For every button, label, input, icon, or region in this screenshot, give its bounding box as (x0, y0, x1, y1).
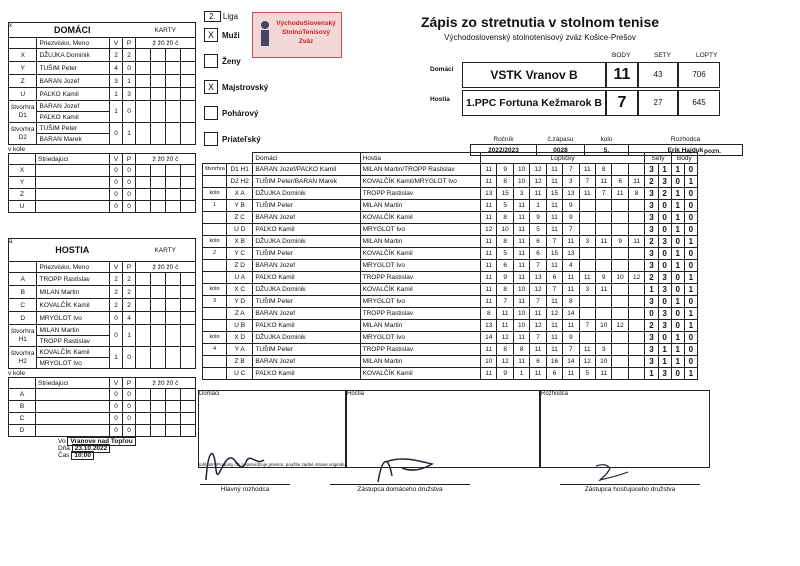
away-sety: 27 (638, 90, 678, 116)
domaci-sub-row: Y 0 0 (9, 177, 196, 189)
domaci-table: DOMÁCI KARTY Priezvisko, Meno V P ž ž0 ž0 č X DŽUJKA Dominik 2 2 Y TUŠIM Peter 4 0 Z BARAN Jozef 3 1 U PAĽKO Kamil 1 3 štvorhra D1 BARAN Jozef 1 0 PAĽKO Kamil štvorhra D2 TUŠIM Peter 0 1 BARAN Marek (8, 22, 196, 145)
page-title: Zápis zo stretnutia v stolnom tenise (420, 14, 660, 30)
hostia-title: HOSTIA (9, 239, 136, 262)
away-player: MILAN Martin (360, 356, 480, 368)
home-rep-signature (372, 448, 442, 488)
match-row: U A PAĽKO Kamil TROPP Rastislav 11 9 11 13 6 11 11 9 10 12 2 3 0 1 (203, 272, 698, 284)
notes-rozhodca: Rozhodca (540, 390, 710, 468)
home-player: TUŠIM Peter (253, 200, 360, 212)
home-player: PAĽKO Kamil (253, 368, 360, 380)
match-row: 3 Y D TUŠIM Peter MRYGLOT Ivo 11 7 11 7 11 8 3 0 1 0 (203, 296, 698, 308)
hostia-player-row: A TROPP Rastislav 2 2 (9, 273, 196, 286)
hostia-player-row: D MRYGLOT Ivo 0 4 (9, 312, 196, 325)
away-player: KOVALČÍK Kamil/MRYGLOT Ivo (360, 176, 480, 188)
page-subtitle: Východoslovenský stolnotenisový zväz Košice-Prešov (444, 33, 636, 42)
vsstz-logo: VýchodoSlovenský StolnoTenisový Zväz (252, 12, 342, 58)
domaci-sub-row: U 0 0 (9, 201, 196, 213)
league-option-ženy[interactable]: Ženy (204, 54, 268, 68)
match-row: 4 Y A TUŠIM Peter TROPP Rastislav 11 8 8 11 11 7 11 3 3 1 1 0 (203, 344, 698, 356)
match-meta: Ročník č.zápasu kolo Rozhodca 2022/2023 0028 5. Erik Hajduk (470, 134, 743, 156)
away-lopty: 645 (678, 90, 720, 116)
player-name: PAĽKO Kamil (37, 88, 110, 101)
match-row: kolo X D DŽUJKA Dominik MRYGLOT Ivo 14 12 11 7 11 9 3 0 1 0 (203, 332, 698, 344)
domaci-panel: x DOMÁCI KARTY Priezvisko, Meno V P ž ž0 ž0 č X DŽUJKA Dominik 2 2 Y TUŠIM Peter 4 0 Z BARAN Jozef 3 1 U PAĽKO Kamil 1 3 štvorhra D1 BARAN Jozef 1 0 PAĽKO Kamil štvorhra D2 TUŠIM Peter 0 1 BARAN Marek v kole Striedajúci V P ž ž0 ž0 č X 0 0 Y 0 0 Z 0 0 U 0 0 (8, 22, 196, 213)
home-player: TUŠIM Peter/BARAN Marek (253, 176, 360, 188)
away-player: KOVALČÍK Kamil (360, 248, 480, 260)
domaci-col-name: Priezvisko, Meno (37, 38, 110, 49)
checkbox-icon[interactable] (204, 106, 218, 120)
player-silhouette-icon (257, 20, 273, 50)
home-player: TUŠIM Peter (253, 344, 360, 356)
domaci-doubles-row: štvorhra D1 BARAN Jozef 1 0 (9, 101, 196, 112)
home-player: PAĽKO Kamil (253, 320, 360, 332)
home-player: BARAN Jozef (253, 356, 360, 368)
player-name: BARAN Jozef (37, 75, 110, 88)
domaci-title: DOMÁCI (9, 23, 136, 38)
match-row: štvorhra D1 H1 BARAN Jozef/PAĽKO Kamil MILAN Martin/TROPP Rastislav 11 9 10 12 11 7 11 8 3 1 1 0 (203, 164, 698, 176)
sig-referee-label: Hlavný rozhodca (200, 484, 290, 493)
round: 5. (585, 145, 629, 156)
player-name: MILAN Martin (37, 286, 110, 299)
hostia-player-row: B MILAN Martin 2 2 (9, 286, 196, 299)
venue-block: Vo Vranove nad Topľou Dňa 23.10.2022 Čas 10:00 (58, 438, 136, 459)
hostia-panel: a HOSTIA KARTY Priezvisko, Meno V P ž ž0 ž0 č A TROPP Rastislav 2 2 B MILAN Martin 2 2 C KOVALČÍK Kamil 2 2 D MRYGLOT Ivo 0 4 štvorhra H1 MILAN Martin 0 1 TROPP Rastislav štvorhra H2 KOVALČÍK Kamil 1 0 MRYGLOT Ivo v kole Striedajúci V P ž ž0 ž0 č A 0 0 B 0 0 C 0 0 D 0 0 (8, 238, 196, 437)
match-row: Z A BARAN Jozef TROPP Rastislav 8 11 10 11 12 14 0 3 0 1 (203, 308, 698, 320)
league-option-priateľský[interactable]: Priateľský (204, 132, 268, 146)
domaci-subs-table: Striedajúci V P ž ž0 ž0 č X 0 0 Y 0 0 Z 0 0 U 0 0 (8, 153, 196, 213)
match-row: Z D BARAN Jozef MRYGLOT Ivo 11 6 11 7 11 4 3 0 1 0 (203, 260, 698, 272)
hostia-doubles-row: štvorhra H1 MILAN Martin 0 1 (9, 325, 196, 336)
away-player: MILAN Martin (360, 320, 480, 332)
domaci-player-row: X DŽUJKA Dominik 2 2 (9, 49, 196, 62)
match-row: Z C BARAN Jozef KOVALČÍK Kamil 11 8 11 9 11 9 3 0 1 0 (203, 212, 698, 224)
league-option-muži[interactable]: X Muži (204, 28, 268, 42)
home-player: BARAN Jozef (253, 260, 360, 272)
domaci-player-row: U PAĽKO Kamil 1 3 (9, 88, 196, 101)
player-name: KOVALČÍK Kamil (37, 299, 110, 312)
match-number: 0028 (537, 145, 585, 156)
domaci-sub-row: Z 0 0 (9, 189, 196, 201)
away-player: TROPP Rastislav (360, 308, 480, 320)
match-row: 1 Y B TUŠIM Peter MILAN Martin 11 5 11 1 11 9 3 0 1 0 (203, 200, 698, 212)
player-name: TUŠIM Peter (37, 62, 110, 75)
away-player: MRYGLOT Ivo (360, 296, 480, 308)
league-box: 2. Liga (204, 12, 238, 21)
away-player: TROPP Rastislav (360, 188, 480, 200)
venue-place: Vranove nad Topľou (67, 437, 135, 446)
domaci-doubles-row: štvorhra D2 TUŠIM Peter 0 1 (9, 123, 196, 134)
player-name: TROPP Rastislav (37, 273, 110, 286)
checkbox-icon[interactable]: X (204, 28, 218, 42)
checkbox-icon[interactable] (204, 132, 218, 146)
venue-time: 10:00 (71, 451, 94, 460)
away-rep-signature (592, 460, 632, 484)
match-row: U C PAĽKO Kamil KOVALČÍK Kamil 11 9 1 11 6 11 5 11 1 3 0 1 (203, 368, 698, 380)
away-player: TROPP Rastislav (360, 344, 480, 356)
away-player: KOVALČÍK Kamil (360, 212, 480, 224)
hostia-sub-row: A 0 0 (9, 389, 196, 401)
player-name: DŽUJKA Dominik (37, 49, 110, 62)
match-row: kolo X B DŽUJKA Dominik MILAN Martin 11 8 11 6 7 11 3 11 9 11 2 3 0 1 (203, 236, 698, 248)
checkbox-icon[interactable] (204, 54, 218, 68)
home-player: DŽUJKA Dominik (253, 188, 360, 200)
match-row: U B PAĽKO Kamil MILAN Martin 13 11 10 12 11 11 7 10 12 2 3 0 1 (203, 320, 698, 332)
away-player: MRYGLOT Ivo (360, 260, 480, 272)
away-player: MILAN Martin (360, 200, 480, 212)
domaci-karty: KARTY (136, 23, 196, 38)
home-team-name: VSTK Vranov B (462, 62, 606, 88)
away-body: 7 (606, 90, 638, 116)
home-player: BARAN Jozef/PAĽKO Kamil (253, 164, 360, 176)
away-team-name: 1.PPC Fortuna Kežmarok B (462, 90, 606, 116)
domaci-player-row: Z BARAN Jozef 3 1 (9, 75, 196, 88)
home-player: BARAN Jozef (253, 212, 360, 224)
domaci-player-row: Y TUŠIM Peter 4 0 (9, 62, 196, 75)
referee: Erik Hajduk (629, 145, 743, 156)
hostia-table: HOSTIA KARTY Priezvisko, Meno V P ž ž0 ž0 č A TROPP Rastislav 2 2 B MILAN Martin 2 2 C KOVALČÍK Kamil 2 2 D MRYGLOT Ivo 0 4 štvorhra H1 MILAN Martin 0 1 TROPP Rastislav štvorhra H2 KOVALČÍK Kamil 1 0 MRYGLOT Ivo (8, 238, 196, 369)
sig-home-label: Zástupca domáceho družstva (330, 484, 470, 493)
away-player: MILAN Martin (360, 236, 480, 248)
home-player: DŽUJKA Dominik (253, 332, 360, 344)
match-row: kolo X A DŽUJKA Dominik TROPP Rastislav 13 15 3 11 15 13 11 7 11 8 3 2 1 0 (203, 188, 698, 200)
away-player: TROPP Rastislav (360, 272, 480, 284)
league-option-pohárový[interactable]: Pohárový (204, 106, 268, 120)
home-player: TUŠIM Peter (253, 248, 360, 260)
hostia-doubles-row: štvorhra H2 KOVALČÍK Kamil 1 0 (9, 347, 196, 358)
venue-date: 23.10.2022 (72, 444, 111, 453)
home-player: BARAN Jozef (253, 308, 360, 320)
league-option-majstrovský[interactable]: X Majstrovský (204, 80, 268, 94)
home-body: 11 (606, 62, 638, 88)
match-row: D2 H2 TUŠIM Peter/BARAN Marek KOVALČÍK Kamil/MRYGLOT Ivo 11 8 10 12 11 3 7 11 6 11 2 3 0 1 (203, 176, 698, 188)
home-player: PAĽKO Kamil (253, 224, 360, 236)
match-row: U D PAĽKO Kamil MRYGLOT Ivo 12 10 11 5 11 7 3 0 1 0 (203, 224, 698, 236)
home-lopty: 706 (678, 62, 720, 88)
away-player: MILAN Martin/TROPP Rastislav (360, 164, 480, 176)
referee-signature (200, 440, 270, 486)
home-player: PAĽKO Kamil (253, 272, 360, 284)
season: 2022/2023 (471, 145, 537, 156)
hostia-sub-row: C 0 0 (9, 413, 196, 425)
match-row: 2 Y C TUŠIM Peter KOVALČÍK Kamil 11 5 11 6 15 13 3 0 1 0 (203, 248, 698, 260)
player-name: MRYGLOT Ivo (37, 312, 110, 325)
away-player: MRYGLOT Ivo (360, 332, 480, 344)
notes-domaci: Domáci (198, 390, 346, 468)
away-player: KOVALČÍK Kamil (360, 368, 480, 380)
home-sety: 43 (638, 62, 678, 88)
match-row: Z B BARAN Jozef MILAN Martin 10 12 11 6 16 14 12 10 3 1 1 0 (203, 356, 698, 368)
hostia-sub-row: D 0 0 (9, 425, 196, 437)
home-player: TUŠIM Peter (253, 296, 360, 308)
home-player: DŽUJKA Dominik (253, 236, 360, 248)
domaci-sub-row: X 0 0 (9, 165, 196, 177)
match-row: kolo X C DŽUJKA Dominik KOVALČÍK Kamil 11 8 10 12 7 11 3 11 1 3 0 1 (203, 284, 698, 296)
checkbox-icon[interactable]: X (204, 80, 218, 94)
away-player: KOVALČÍK Kamil (360, 284, 480, 296)
hostia-subs-table: Striedajúci V P ž ž0 ž0 č A 0 0 B 0 0 C 0 0 D 0 0 (8, 377, 196, 437)
sig-away-label: Zástupca hosťujúceho družstva (560, 484, 700, 493)
domaci-x-mark: x (9, 23, 12, 29)
hostia-sub-row: B 0 0 (9, 401, 196, 413)
away-player: MRYGLOT Ivo (360, 224, 480, 236)
home-player: DŽUJKA Dominik (253, 284, 360, 296)
notes-hostia: Hostia (346, 390, 540, 468)
hostia-player-row: C KOVALČÍK Kamil 2 2 (9, 299, 196, 312)
match-grid: Domáci Hostia Loptičky Sety Body štvorhra D1 H1 BARAN Jozef/PAĽKO Kamil MILAN Martin/TROPP Rastislav 11 9 10 12 11 7 11 8 3 1 1 0 D2 H2 TUŠIM Peter/BARAN Marek KOVALČÍK Kamil/MRYGLOT Ivo 11 8 10 12 11 3 7 11 6 11 2 3 0 1 kolo X A DŽUJKA Dominik TROPP Rastislav 13 15 3 11 15 13 11 7 11 8 3 2 1 0 1 Y B TUŠIM Peter MILAN Martin 11 5 11 1 11 9 3 0 1 0 Z C BARAN Jozef KOVALČÍK Kamil 11 8 11 9 11 9 3 0 1 0 U D PAĽKO Kamil MRYGLOT Ivo 12 10 11 5 11 7 3 0 1 0 kolo X B DŽUJKA Dominik MILAN Martin 11 8 11 6 7 11 3 11 9 11 2 3 0 1 2 Y C TUŠIM Peter KOVALČÍK Kamil 11 5 11 6 15 13 3 0 1 0 Z D BARAN Jozef MRYGLOT Ivo 11 6 11 7 11 4 3 0 1 0 U A PAĽKO Kamil TROPP Rastislav 11 9 11 13 6 11 11 9 10 12 2 3 0 1 kolo X C DŽUJKA Dominik KOVALČÍK Kamil 11 8 10 12 7 11 3 11 1 3 0 1 3 Y D TUŠIM Peter MRYGLOT Ivo 11 7 11 7 11 8 3 0 1 0 Z A BARAN Jozef TROPP Rastislav 8 11 10 11 12 14 0 3 0 1 U B PAĽKO Kamil MILAN Martin 13 11 10 12 11 11 7 10 12 2 3 0 1 kolo X D DŽUJKA Dominik MRYGLOT Ivo 14 12 11 7 11 9 3 0 1 0 4 Y A TUŠIM Peter TROPP Rastislav 11 8 8 11 11 7 11 3 3 1 1 0 Z B BARAN Jozef MILAN Martin 10 12 11 6 16 14 12 10 3 1 1 0 U C PAĽKO Kamil KOVALČÍK Kamil 11 9 1 11 6 11 5 11 1 3 0 1 (202, 152, 698, 380)
